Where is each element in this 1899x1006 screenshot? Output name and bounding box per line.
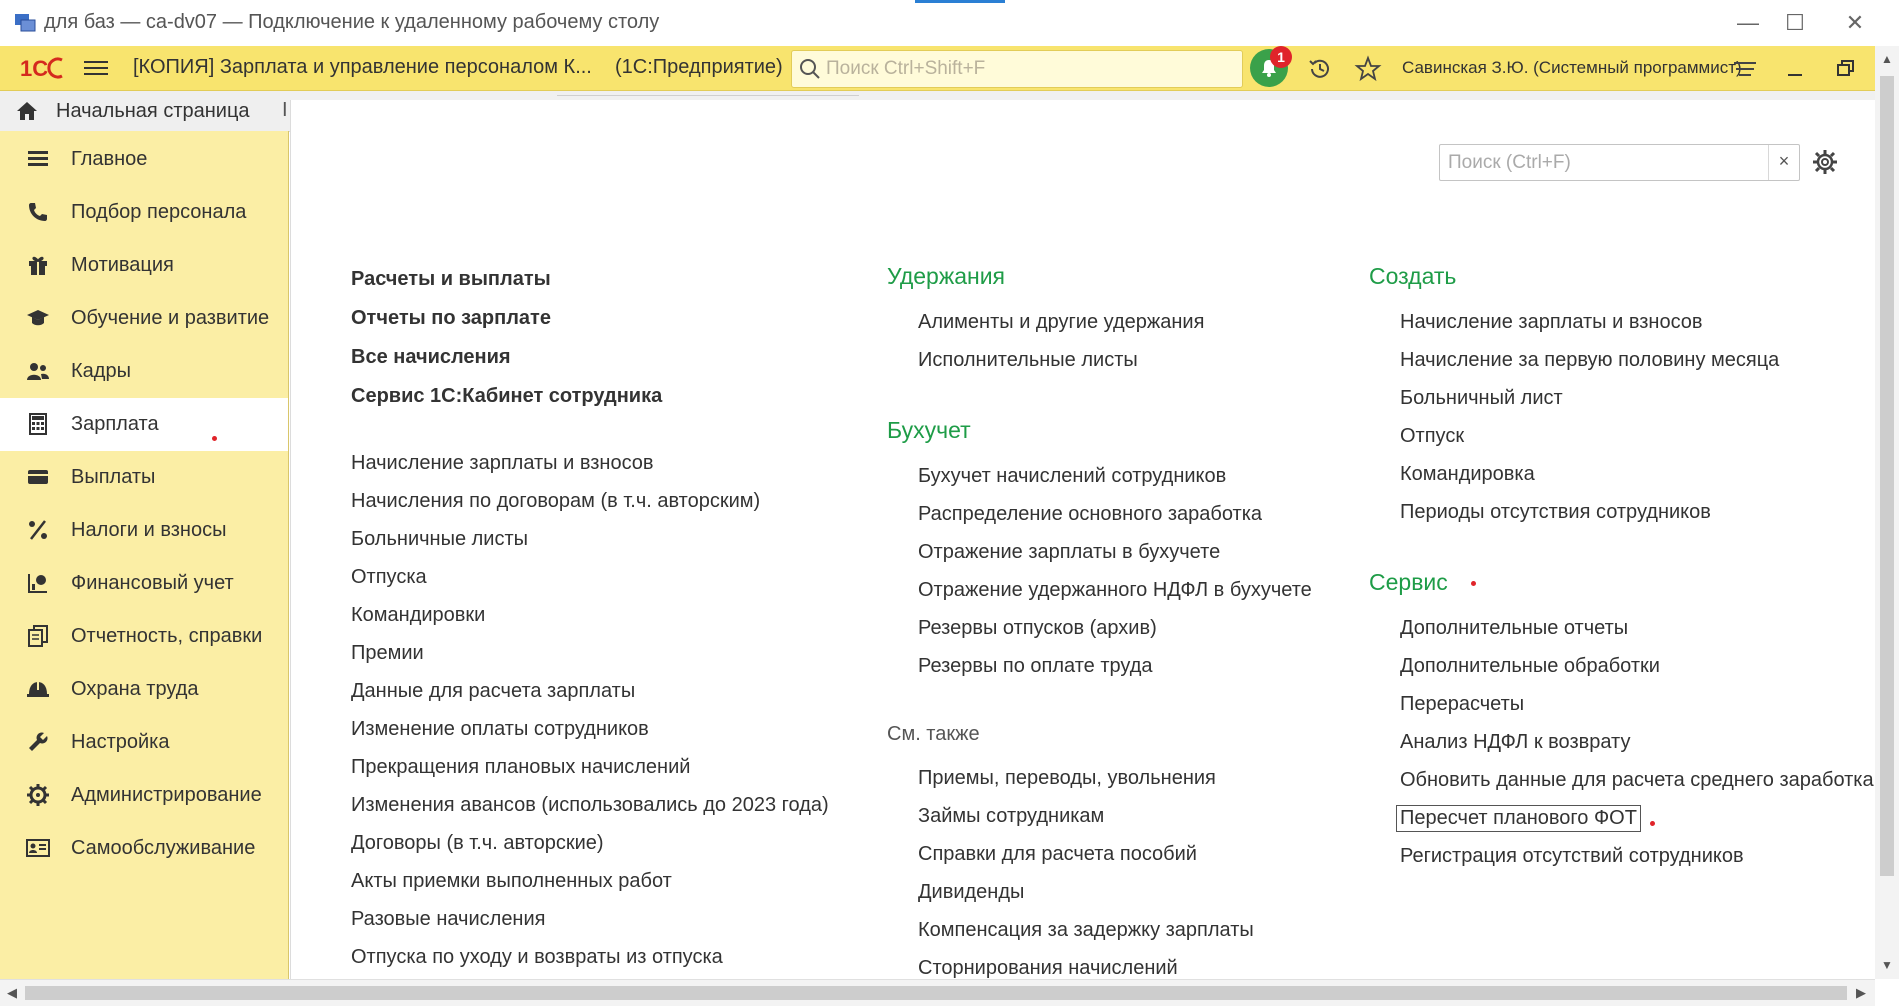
link-payroll-accrual[interactable]: Начисление зарплаты и взносов (351, 452, 654, 474)
link-contract-accruals[interactable]: Начисления по договорам (в т.ч. авторским) (351, 490, 761, 512)
sidebar-item-main[interactable] (0, 133, 288, 186)
clear-search-button[interactable]: × (1768, 145, 1799, 180)
titlebar-accent (915, 0, 1005, 3)
red-marker-dot (1471, 581, 1476, 586)
link-alimony-deductions[interactable]: Алименты и другие удержания (918, 311, 1205, 333)
link-additional-reports[interactable]: Дополнительные отчеты (1400, 617, 1629, 639)
sidebar-item-label: Выплаты (71, 466, 156, 488)
link-update-average-earnings[interactable]: Обновить данные для расчета среднего заработка (1400, 769, 1874, 791)
link-parental-leave[interactable]: Отпуска по уходу и возвраты из отпуска (351, 946, 723, 968)
graduation-cap-icon (26, 306, 50, 330)
horizontal-scrollbar[interactable] (0, 979, 1875, 1006)
sidebar-item-label: Финансовый учет (71, 572, 234, 594)
sidebar-item-settings[interactable] (0, 716, 288, 769)
scroll-left-arrow-icon[interactable]: ◀ (7, 985, 17, 1000)
phone-icon (26, 200, 50, 224)
current-user-name[interactable]: Савинская З.Ю. (Системный программист) (1402, 58, 1742, 77)
horizontal-scroll-thumb[interactable] (25, 986, 1847, 1000)
window-title: для баз — ca-dv07 — Подключение к удаленному рабочему столу (44, 11, 660, 33)
vertical-scrollbar[interactable] (1875, 46, 1899, 979)
sidebar-item-payments[interactable] (0, 451, 288, 504)
link-benefit-certificates[interactable]: Справки для расчета пособий (918, 843, 1197, 865)
group-title-deductions: Удержания (887, 263, 1005, 289)
remote-desktop-titlebar (0, 0, 1899, 47)
search-icon (799, 58, 821, 80)
link-late-pay-compensation[interactable]: Компенсация за задержку зарплаты (918, 919, 1254, 941)
sidebar-item-payroll[interactable] (0, 398, 288, 451)
sidebar-item-label: Налоги и взносы (71, 519, 227, 541)
link-stop-planned-accruals[interactable]: Прекращения плановых начислений (351, 756, 691, 778)
link-business-trips[interactable]: Командировки (351, 604, 486, 626)
scroll-up-arrow-icon[interactable]: ▲ (1881, 52, 1893, 66)
sidebar-item-label: Охрана труда (71, 678, 199, 700)
sidebar-item-finance[interactable] (0, 557, 288, 610)
global-search-box[interactable] (791, 50, 1243, 88)
section-panel (290, 100, 1876, 979)
sidebar-item-label: Кадры (71, 360, 131, 382)
link-employee-cabinet-service[interactable]: Сервис 1С:Кабинет сотрудника (351, 385, 663, 407)
calculator-icon (26, 412, 50, 436)
sidebar-item-hr[interactable] (0, 345, 288, 398)
link-create-absence-periods[interactable]: Периоды отсутствия сотрудников (1400, 501, 1711, 523)
link-work-acceptance-acts[interactable]: Акты приемки выполненных работ (351, 870, 672, 892)
link-accounting-accruals[interactable]: Бухучет начислений сотрудников (918, 465, 1227, 487)
sidebar-item-label: Главное (71, 148, 148, 170)
link-writs-of-execution[interactable]: Исполнительные листы (918, 349, 1138, 371)
link-all-accruals[interactable]: Все начисления (351, 346, 511, 368)
gift-icon (26, 253, 50, 277)
panel-search-box[interactable] (1439, 144, 1800, 181)
panel-search-input[interactable] (1446, 145, 1760, 180)
history-icon[interactable] (1306, 55, 1334, 83)
main-menu-hamburger-icon[interactable] (84, 57, 108, 79)
link-advance-changes[interactable]: Изменения авансов (использовались до 2023 года) (351, 794, 829, 816)
menu-icon (26, 147, 50, 171)
link-vacation-reserves[interactable]: Резервы отпусков (архив) (918, 617, 1157, 639)
card-icon (26, 465, 50, 489)
settings-menu-icon[interactable] (1730, 55, 1760, 83)
link-accrual-reversals[interactable]: Сторнирования начислений (918, 957, 1178, 979)
svg-text:1С: 1С (20, 56, 49, 81)
sidebar-item-self-service[interactable] (0, 822, 288, 875)
sidebar-item-label: Администрирование (71, 784, 262, 806)
link-ndfl-refund-analysis[interactable]: Анализ НДФЛ к возврату (1400, 731, 1631, 753)
sidebar-item-label: Подбор персонала (71, 201, 247, 223)
sidebar-item-label: Самообслуживание (71, 837, 256, 859)
percent-icon (26, 518, 50, 542)
panel-settings-gear-icon[interactable] (1811, 148, 1839, 176)
people-icon (26, 359, 50, 383)
sections-sidebar (0, 131, 289, 979)
scroll-right-arrow-icon[interactable]: ▶ (1856, 985, 1866, 1000)
link-create-sick-leave[interactable]: Больничный лист (1400, 387, 1563, 409)
helmet-icon (26, 677, 50, 701)
link-planned-payroll-recalc[interactable]: Пересчет планового ФОТ (1396, 805, 1641, 832)
app-title: [КОПИЯ] Зарплата и управление персоналом К... (133, 56, 592, 78)
group-title-see-also: См. также (887, 723, 980, 745)
link-employee-loans[interactable]: Займы сотрудникам (918, 805, 1105, 827)
sidebar-item-administration[interactable] (0, 769, 288, 822)
app-platform-label: (1С:Предприятие) (615, 56, 783, 78)
sidebar-item-label: Настройка (71, 731, 170, 753)
vertical-scroll-thumb[interactable] (1880, 76, 1894, 876)
link-create-vacation[interactable]: Отпуск (1400, 425, 1465, 447)
red-marker-dot (1650, 821, 1655, 826)
sidebar-item-labor-safety[interactable] (0, 663, 288, 716)
link-earnings-distribution[interactable]: Распределение основного заработка (918, 503, 1263, 525)
sidebar-item-reports[interactable] (0, 610, 288, 663)
tab-home-page[interactable] (0, 91, 280, 131)
sidebar-item-motivation[interactable] (0, 239, 288, 292)
group-title-create: Создать (1369, 263, 1457, 289)
wrench-icon (26, 730, 50, 754)
minimize-app-icon[interactable] (1780, 55, 1810, 83)
remote-desktop-icon (14, 12, 36, 34)
red-marker-dot (212, 436, 217, 441)
sidebar-item-training[interactable] (0, 292, 288, 345)
link-create-business-trip[interactable]: Командировка (1400, 463, 1535, 485)
sidebar-item-label: Мотивация (71, 254, 174, 276)
link-create-payroll[interactable]: Начисление зарплаты и взносов (1400, 311, 1703, 333)
link-calculations-and-payments[interactable]: Расчеты и выплаты (351, 268, 551, 290)
link-dividends[interactable]: Дивиденды (918, 881, 1025, 903)
link-salary-change[interactable]: Изменение оплаты сотрудников (351, 718, 649, 740)
link-one-time-accruals[interactable]: Разовые начисления (351, 908, 546, 930)
gear-icon (26, 783, 50, 807)
sidebar-item-recruiting[interactable] (0, 186, 288, 239)
link-ndfl-posting[interactable]: Отражение удержанного НДФЛ в бухучете (918, 579, 1312, 601)
link-hirings-transfers[interactable]: Приемы, переводы, увольнения (918, 767, 1216, 789)
link-vacations[interactable]: Отпуска (351, 566, 427, 588)
restore-app-icon[interactable] (1830, 55, 1860, 83)
group-title-accounting: Бухучет (887, 417, 971, 443)
1c-logo-icon[interactable] (18, 54, 68, 82)
link-recalculations[interactable]: Перерасчеты (1400, 693, 1525, 715)
sidebar-item-label: Зарплата (71, 413, 159, 435)
home-icon (16, 101, 38, 121)
sidebar-item-taxes[interactable] (0, 504, 288, 557)
maximize-window-button[interactable]: ☐ (1785, 10, 1805, 35)
finance-icon (26, 571, 50, 595)
app-toolbar (0, 46, 1899, 91)
minimize-window-button[interactable]: — (1737, 10, 1759, 35)
group-title-service: Сервис (1369, 569, 1448, 595)
link-payroll-posting[interactable]: Отражение зарплаты в бухучете (918, 541, 1221, 563)
close-window-button[interactable]: ✕ (1845, 10, 1865, 35)
link-labor-reserves[interactable]: Резервы по оплате труда (918, 655, 1153, 677)
link-contracts[interactable]: Договоры (в т.ч. авторские) (351, 832, 604, 854)
notification-count-badge: 1 (1270, 46, 1292, 68)
global-search-input[interactable] (824, 51, 1238, 87)
id-card-icon (26, 836, 50, 860)
tab-home-label: Начальная страница (56, 100, 250, 122)
sidebar-item-label: Отчетность, справки (71, 625, 263, 647)
link-sick-leaves[interactable]: Больничные листы (351, 528, 529, 550)
link-bonuses[interactable]: Премии (351, 642, 424, 664)
sidebar-item-label: Обучение и развитие (71, 307, 270, 329)
scroll-down-arrow-icon[interactable]: ▼ (1881, 958, 1893, 972)
tab-divider (557, 95, 859, 96)
link-payroll-data[interactable]: Данные для расчета зарплаты (351, 680, 636, 702)
link-payroll-reports[interactable]: Отчеты по зарплате (351, 307, 551, 329)
documents-icon (26, 624, 50, 648)
link-additional-processing[interactable]: Дополнительные обработки (1400, 655, 1660, 677)
link-create-first-half[interactable]: Начисление за первую половину месяца (1400, 349, 1780, 371)
tab-next-partial[interactable]: I (282, 99, 288, 121)
link-absence-registration[interactable]: Регистрация отсутствий сотрудников (1400, 845, 1744, 867)
favorites-star-icon[interactable] (1354, 55, 1382, 83)
